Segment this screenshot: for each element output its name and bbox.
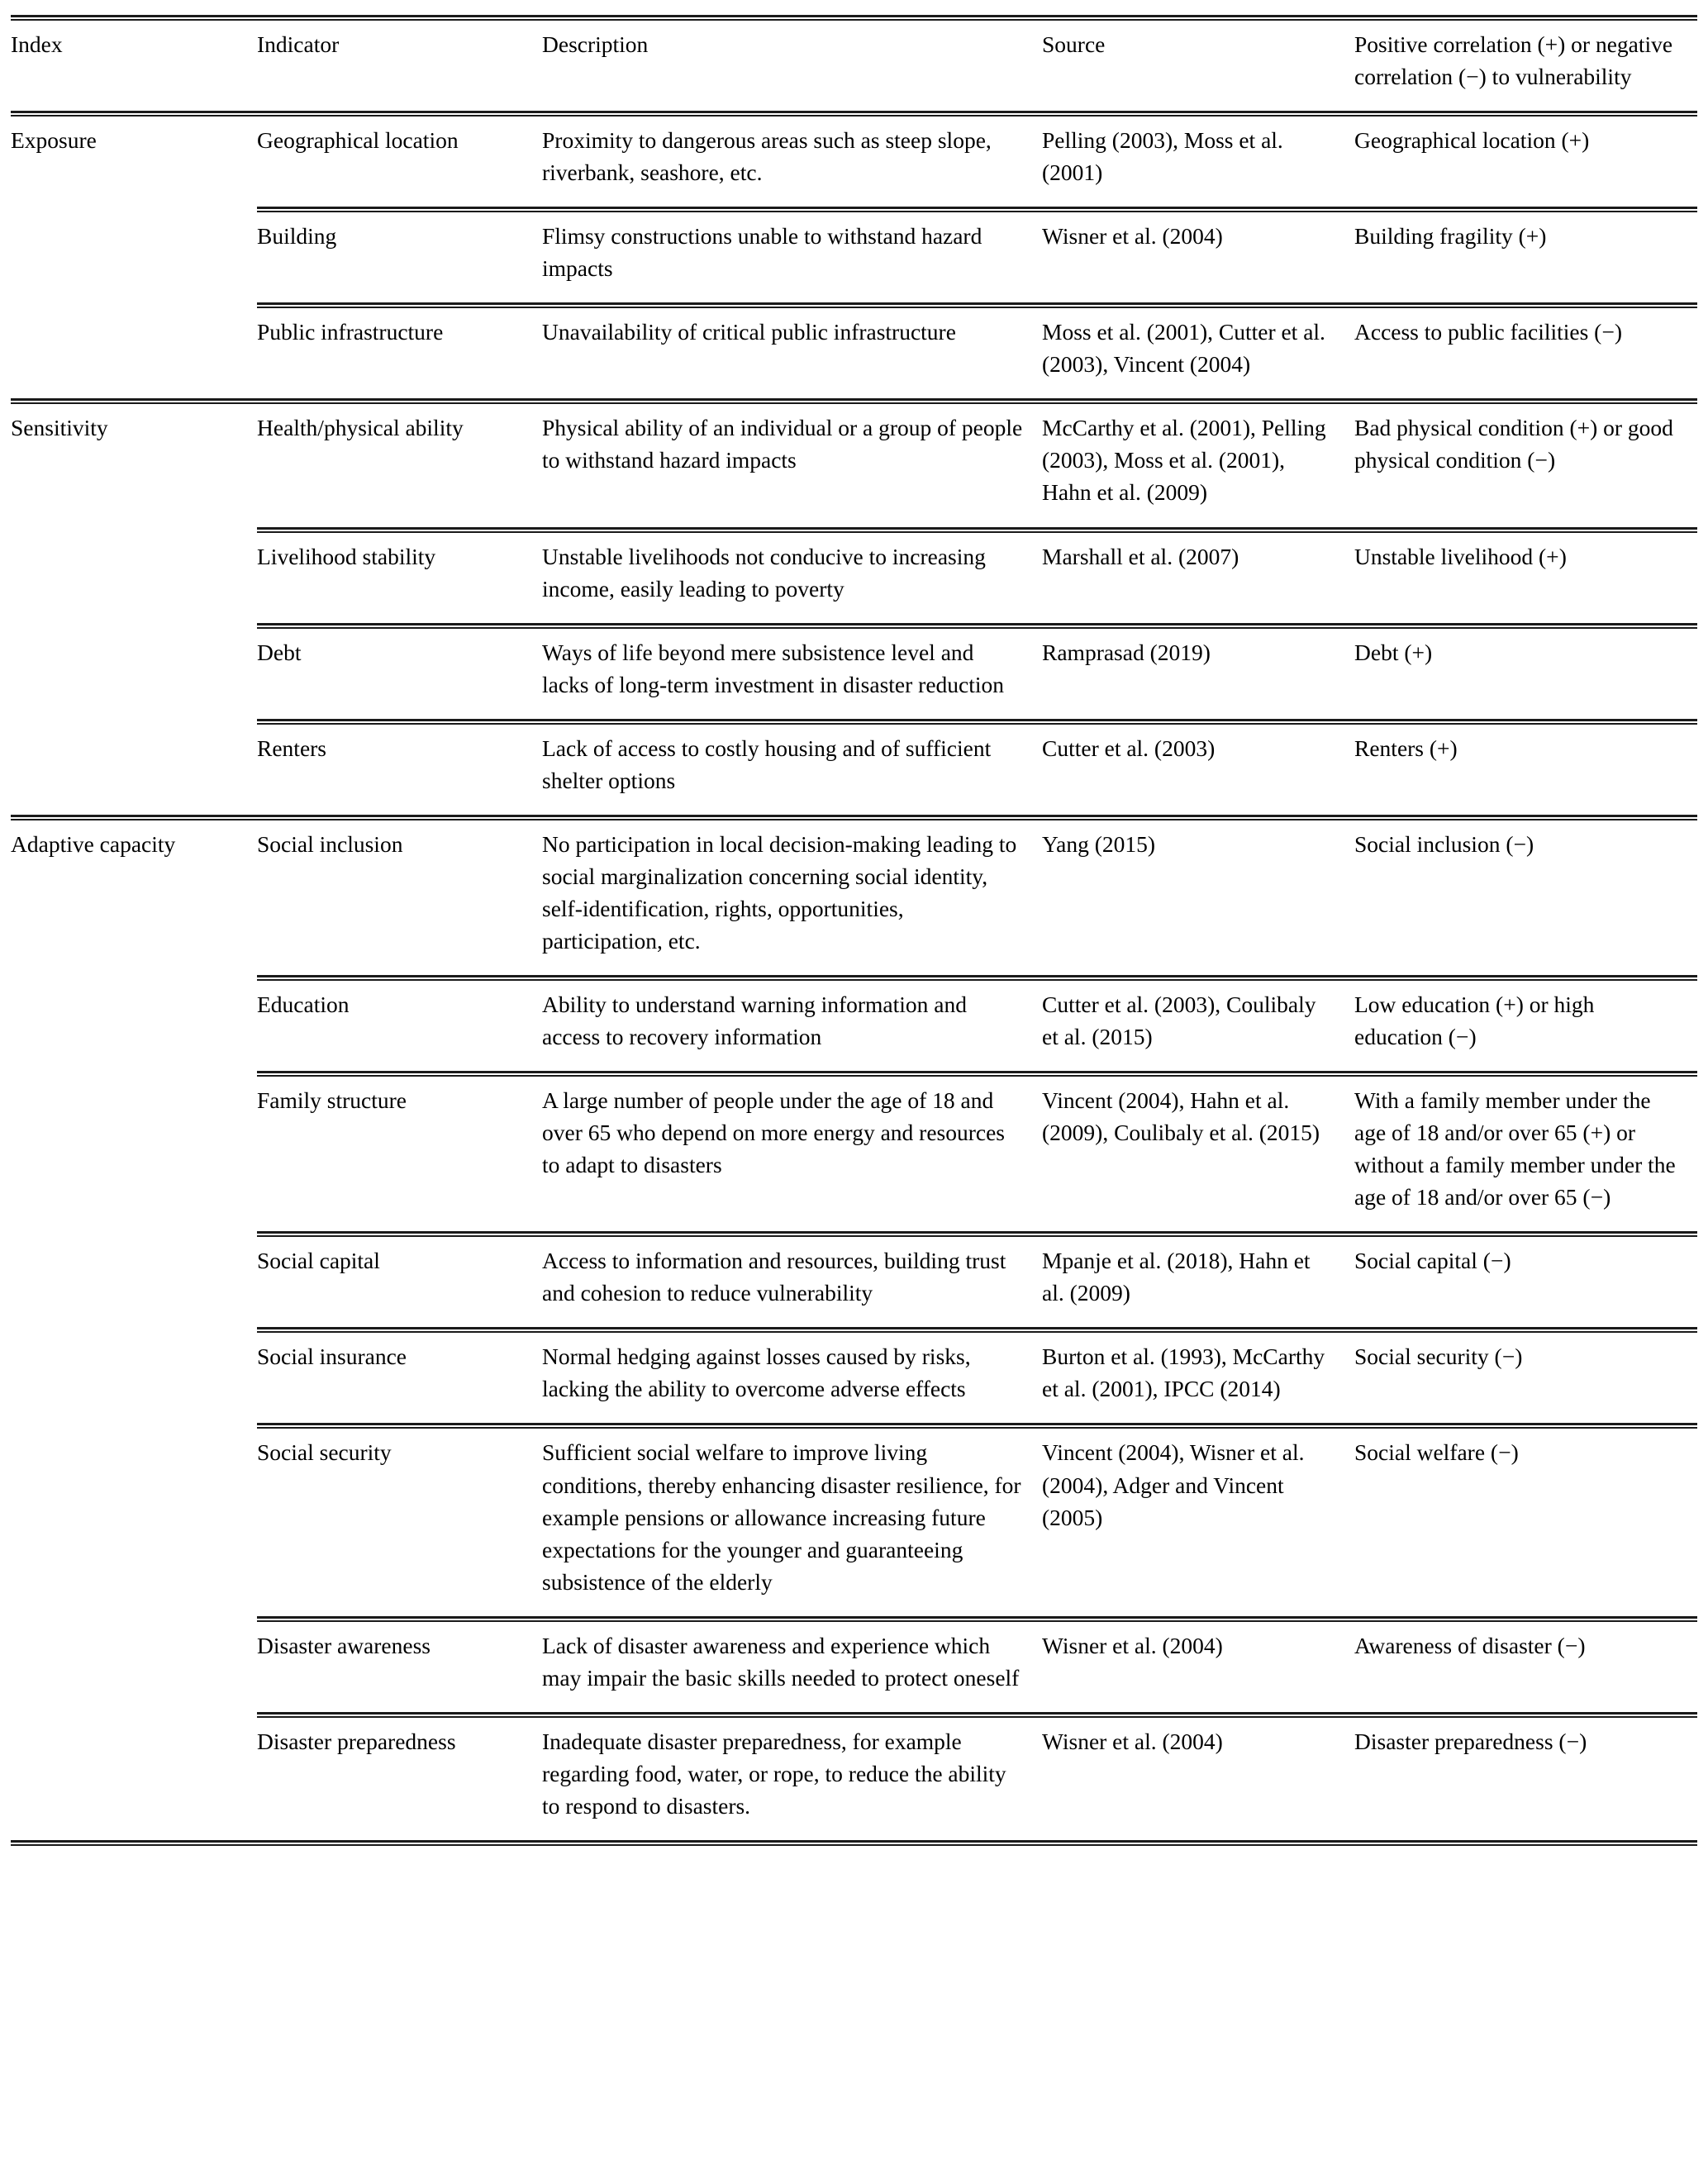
rule-line [257, 975, 1697, 981]
rule-gap [11, 207, 257, 212]
row-separator [11, 975, 1697, 981]
rule-gap [11, 1231, 257, 1237]
vulnerability-indicator-table [11, 21, 1697, 1840]
index-cell [11, 1237, 257, 1327]
row-separator [11, 527, 1697, 533]
rule-gap [11, 1327, 257, 1333]
indicator-cell: Social capital [257, 1248, 380, 1274]
rule-cell [257, 1616, 1697, 1622]
indicator-cell: Debt [257, 639, 302, 665]
index-cell [11, 1622, 257, 1712]
source-cell: Marshall et al. (2007) [1042, 543, 1239, 569]
correlation-cell: Access to public facilities (−) [1354, 319, 1623, 345]
index-cell [11, 308, 257, 398]
correlation-cell: Geographical location (+) [1354, 127, 1590, 154]
rule-line [257, 719, 1697, 725]
description-cell: Access to information and resources, building trust and cohesion to reduce vulnerability [542, 1248, 1006, 1306]
rule-gap [11, 623, 257, 629]
source-cell: Vincent (2004), Hahn et al. (2009), Coulibaly et al. (2015) [1042, 1087, 1320, 1146]
index-cell: Sensitivity [11, 415, 108, 441]
source-cell: Cutter et al. (2003) [1042, 735, 1216, 761]
rule-cell [257, 1231, 1697, 1237]
indicator-cell: Social insurance [257, 1344, 407, 1370]
indicator-cell: Social security [257, 1439, 392, 1466]
section-separator [11, 111, 1697, 117]
column-header-indicator: Indicator [257, 31, 340, 57]
rule-gap [11, 719, 257, 725]
index-cell [11, 1429, 257, 1615]
indicator-cell: Livelihood stability [257, 543, 436, 569]
correlation-cell: Disaster preparedness (−) [1354, 1728, 1587, 1754]
index-cell [11, 981, 257, 1071]
source-cell: Wisner et al. (2004) [1042, 1728, 1223, 1754]
description-cell: Normal hedging against losses caused by risks, lacking the ability to overcome adverse effects [542, 1344, 971, 1402]
source-cell: Yang (2015) [1042, 830, 1156, 857]
section-separator [11, 815, 1697, 820]
correlation-cell: Social inclusion (−) [1354, 830, 1534, 857]
index-cell: Adaptive capacity [11, 830, 176, 857]
indicator-cell: Health/physical ability [257, 415, 464, 441]
description-cell: Flimsy constructions unable to withstand hazard impacts [542, 223, 982, 282]
table-row [11, 629, 1697, 719]
column-header-source: Source [1042, 31, 1106, 57]
index-cell: Exposure [11, 127, 97, 154]
correlation-cell: Social capital (−) [1354, 1248, 1511, 1274]
table-row [11, 1077, 1697, 1231]
rule-line [257, 1616, 1697, 1622]
description-cell: A large number of people under the age of 18 and over 65 who depend on more energy and resources to adapt to disasters [542, 1087, 1006, 1178]
description-cell: No participation in local decision-making leading to social marginalization concerning social identity, self-identification, rights, opportunities, participation, etc. [542, 830, 1017, 954]
correlation-cell: Unstable livelihood (+) [1354, 543, 1567, 569]
rule-line [11, 815, 1697, 820]
index-cell [11, 1333, 257, 1423]
table-row [11, 725, 1697, 815]
index-cell [11, 1077, 257, 1231]
table-header [11, 21, 1697, 111]
rule-line [257, 207, 1697, 212]
rule-gap [11, 302, 257, 308]
source-cell: Wisner et al. (2004) [1042, 1632, 1223, 1658]
indicator-cell: Family structure [257, 1087, 407, 1114]
row-separator [11, 1231, 1697, 1237]
description-cell: Unstable livelihoods not conducive to increasing income, easily leading to poverty [542, 543, 986, 602]
source-cell: Vincent (2004), Wisner et al. (2004), Adger and Vincent (2005) [1042, 1439, 1305, 1530]
rule-gap [11, 1423, 257, 1429]
rule-gap [11, 527, 257, 533]
indicator-cell: Geographical location [257, 127, 459, 154]
rule-cell [257, 623, 1697, 629]
rule-line [257, 527, 1697, 533]
rule-cell [257, 975, 1697, 981]
table-row [11, 404, 1697, 526]
table-body [11, 111, 1697, 1840]
row-separator [11, 1071, 1697, 1077]
indicator-cell: Renters [257, 735, 327, 761]
correlation-cell: Building fragility (+) [1354, 223, 1547, 250]
table-row [11, 533, 1697, 623]
rule-cell [257, 1327, 1697, 1333]
source-cell: Pelling (2003), Moss et al. (2001) [1042, 127, 1283, 186]
correlation-cell: Renters (+) [1354, 735, 1458, 761]
table-row [11, 1718, 1697, 1840]
column-header-correlation: Positive correlation (+) or negative correlation (−) to vulnerability [1354, 31, 1673, 90]
column-header-description: Description [542, 31, 649, 57]
rule-line [257, 302, 1697, 308]
rule-line [257, 1231, 1697, 1237]
source-cell: Cutter et al. (2003), Coulibaly et al. (2015) [1042, 991, 1316, 1050]
table-row [11, 1622, 1697, 1712]
rule-line [257, 1712, 1697, 1718]
correlation-cell: Debt (+) [1354, 639, 1433, 665]
correlation-cell: Bad physical condition (+) or good physical condition (−) [1354, 415, 1673, 473]
rule-line [257, 1327, 1697, 1333]
rule-line [257, 1071, 1697, 1077]
row-separator [11, 207, 1697, 212]
rule-gap [11, 1616, 257, 1622]
description-cell: Proximity to dangerous areas such as steep slope, riverbank, seashore, etc. [542, 127, 992, 186]
index-cell [11, 533, 257, 623]
table-row [11, 981, 1697, 1071]
rule-cell [257, 207, 1697, 212]
table-container [0, 15, 1708, 1846]
rule-cell [257, 1071, 1697, 1077]
correlation-cell: Social welfare (−) [1354, 1439, 1519, 1466]
description-cell: Sufficient social welfare to improve living conditions, thereby enhancing disaster resilience, for example pensions or allowance increasing future expectations for the younger and guaranteeing subsistence of the elderly [542, 1439, 1021, 1595]
description-cell: Physical ability of an individual or a group of people to withstand hazard impacts [542, 415, 1023, 473]
rule-cell [257, 719, 1697, 725]
row-separator [11, 302, 1697, 308]
description-cell: Ability to understand warning information and access to recovery information [542, 991, 968, 1050]
rule-line [11, 111, 1697, 117]
table-row [11, 117, 1697, 207]
index-cell [11, 725, 257, 815]
rule-cell [257, 1423, 1697, 1429]
header-row [11, 21, 1697, 111]
rule-cell [257, 302, 1697, 308]
column-header-index: Index [11, 31, 63, 57]
rule-cell [11, 398, 1697, 404]
indicator-cell: Social inclusion [257, 830, 403, 857]
section-separator [11, 398, 1697, 404]
description-cell: Lack of disaster awareness and experience which may impair the basic skills needed to protect oneself [542, 1632, 1020, 1691]
description-cell: Lack of access to costly housing and of sufficient shelter options [542, 735, 992, 793]
correlation-cell: Low education (+) or high education (−) [1354, 991, 1595, 1050]
rule-line [257, 1423, 1697, 1429]
rule-cell [11, 815, 1697, 820]
correlation-cell: Awareness of disaster (−) [1354, 1632, 1586, 1658]
description-cell: Inadequate disaster preparedness, for example regarding food, water, or rope, to reduce the ability to respond to disasters. [542, 1728, 1006, 1819]
row-separator [11, 719, 1697, 725]
table-top-rule [11, 15, 1697, 21]
indicator-cell: Education [257, 991, 350, 1017]
source-cell: McCarthy et al. (2001), Pelling (2003), Moss et al. (2001), Hahn et al. (2009) [1042, 415, 1326, 506]
correlation-cell: Social security (−) [1354, 1344, 1523, 1370]
source-cell: Wisner et al. (2004) [1042, 223, 1223, 250]
rule-cell [257, 527, 1697, 533]
description-cell: Ways of life beyond mere subsistence level and lacks of long-term investment in disaster reduction [542, 639, 1005, 697]
indicator-cell: Building [257, 223, 337, 250]
source-cell: Mpanje et al. (2018), Hahn et al. (2009) [1042, 1248, 1311, 1306]
correlation-cell: With a family member under the age of 18 and/or over 65 (+) or without a family member under the age of 18 and/or over 65 (−) [1354, 1087, 1676, 1210]
row-separator [11, 623, 1697, 629]
row-separator [11, 1712, 1697, 1718]
indicator-cell: Disaster preparedness [257, 1728, 456, 1754]
source-cell: Ramprasad (2019) [1042, 639, 1211, 665]
table-row [11, 820, 1697, 975]
index-cell [11, 212, 257, 302]
description-cell: Unavailability of critical public infrastructure [542, 319, 956, 345]
rule-line [11, 398, 1697, 404]
source-cell: Burton et al. (1993), McCarthy et al. (2001), IPCC (2014) [1042, 1344, 1325, 1402]
row-separator [11, 1616, 1697, 1622]
table-row [11, 1333, 1697, 1423]
rule-gap [11, 1071, 257, 1077]
row-separator [11, 1423, 1697, 1429]
rule-cell [11, 111, 1697, 117]
indicator-cell: Disaster awareness [257, 1632, 431, 1658]
rule-cell [257, 1712, 1697, 1718]
table-row [11, 1237, 1697, 1327]
table-row [11, 308, 1697, 398]
table-row [11, 212, 1697, 302]
source-cell: Moss et al. (2001), Cutter et al. (2003), Vincent (2004) [1042, 319, 1325, 378]
table-bottom-rule [11, 1840, 1697, 1846]
index-cell [11, 629, 257, 719]
indicator-cell: Public infrastructure [257, 319, 444, 345]
table-row [11, 1429, 1697, 1615]
rule-line [257, 623, 1697, 629]
rule-gap [11, 975, 257, 981]
index-cell [11, 1718, 257, 1840]
row-separator [11, 1327, 1697, 1333]
rule-gap [11, 1712, 257, 1718]
